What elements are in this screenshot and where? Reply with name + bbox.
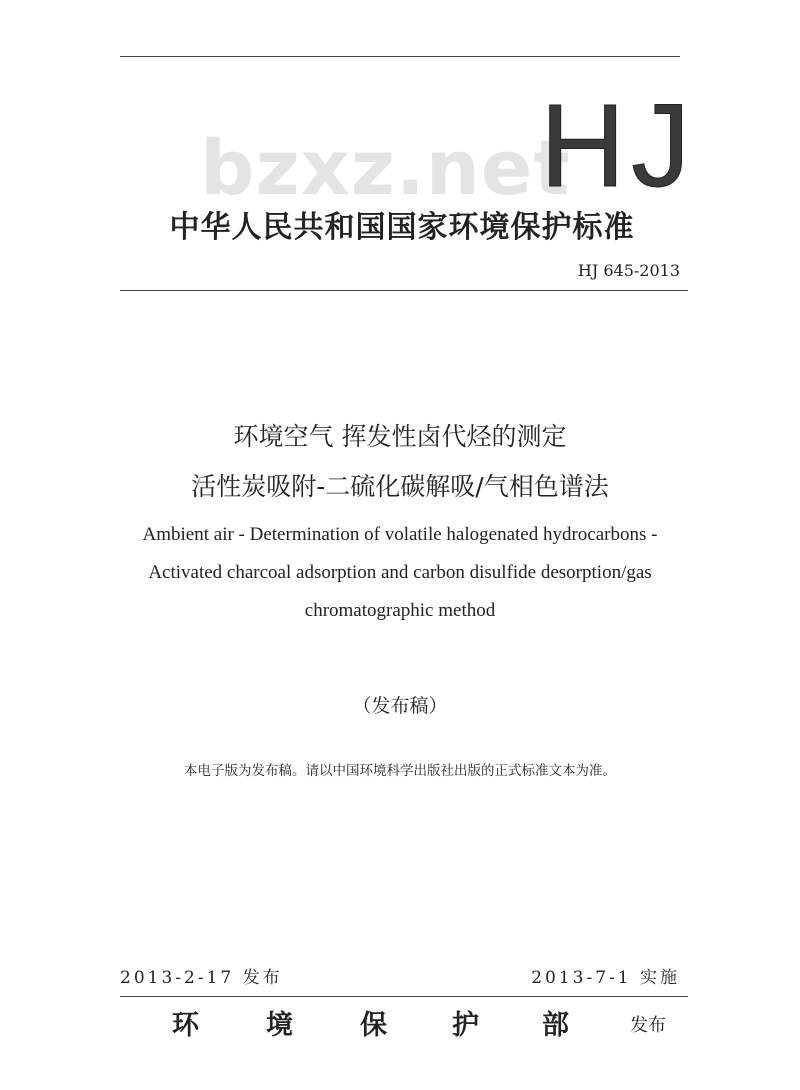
title-cn-line2: 活性炭吸附-二硫化碳解吸/气相色谱法 (191, 472, 609, 501)
ministry-char: 境 (266, 1010, 293, 1041)
header-rule (120, 290, 688, 291)
title-en-line1: Ambient air - Determination of volatile halogenated hydrocarbons - (142, 524, 658, 545)
publication-note: 本电子版为发布稿。请以中国环境科学出版社出版的正式标准文本为准。 (184, 763, 616, 779)
organization-title: 中华人民共和国国家环境保护标准 (169, 210, 635, 245)
hj-logo: HJ (540, 80, 697, 212)
footer-rule (120, 996, 688, 997)
title-en-line3: chromatographic method (304, 600, 496, 621)
watermark: bzxz.net (200, 123, 571, 212)
title-cn-line1: 环境空气 挥发性卤代烃的测定 (233, 422, 567, 451)
ministry-char: 护 (452, 1010, 479, 1041)
effective-date: 2013-7-1 实施 (531, 968, 680, 988)
top-rule (120, 56, 680, 57)
standard-code: HJ 645-2013 (577, 261, 680, 280)
title-en-line2: Activated charcoal adsorption and carbon disulfide desorption/gas (148, 562, 652, 583)
issue-date: 2013-2-17 发布 (120, 968, 283, 988)
ministry-char: 环 (172, 1010, 199, 1041)
draft-label: （发布稿） (352, 695, 448, 717)
ministry-suffix: 发布 (630, 1015, 666, 1036)
ministry-char: 保 (360, 1010, 387, 1041)
ministry-char: 部 (542, 1010, 569, 1041)
